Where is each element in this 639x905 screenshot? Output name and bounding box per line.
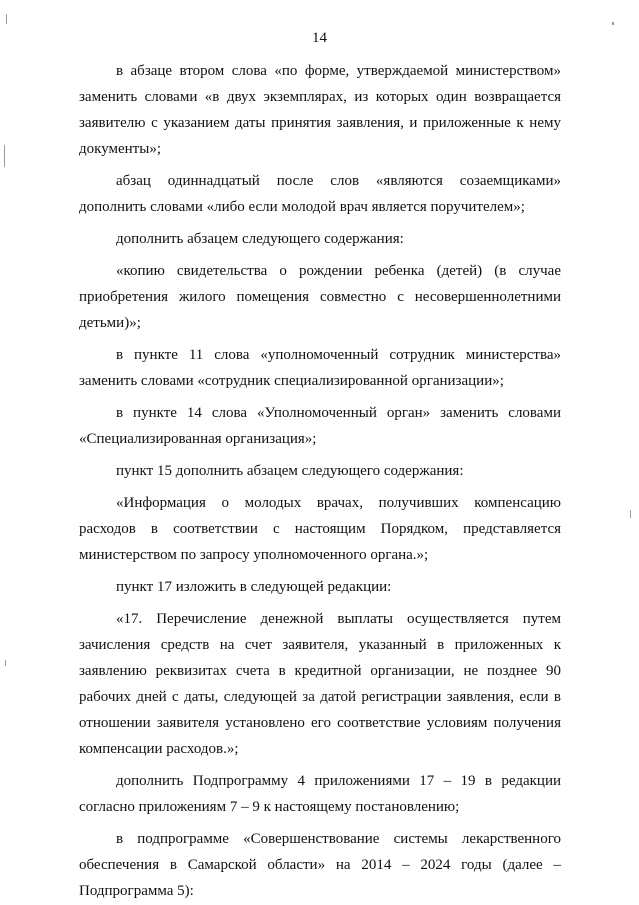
paragraph: в пункте 14 слова «Уполномоченный орган» заменить словами «Специализированная организация»; <box>79 405 561 447</box>
paragraph: пункт 17 изложить в следующей редакции: <box>116 579 392 595</box>
scan-mark <box>6 14 7 24</box>
paragraph: «17. Перечисление денежной выплаты осуществляется путем зачисления средств на счет заявителя, указанный в приложенных к заявлению реквизитах счета в кредитной организации, не позднее 90 рабочих дней с даты, следующей за датой регистрации заявления, если в отношении заявителя установлено его соответствие условиям получения компенсации расходов.»; <box>79 611 561 757</box>
paragraph: дополнить Подпрограмму 4 приложениями 17 – 19 в редакции согласно приложениям 7 – 9 к настоящему постановлению; <box>79 773 561 815</box>
paragraph: в пункте 11 слова «уполномоченный сотрудник министерства» заменить словами «сотрудник специализированной организации»; <box>79 347 561 389</box>
page-number: 14 <box>312 30 327 46</box>
paragraph: в абзаце втором слова «по форме, утверждаемой министерством» заменить словами «в двух экземплярах, из которых один возвращается заявителю с указанием даты принятия заявления, и приложенные к нему документы»; <box>79 63 561 157</box>
paragraph: абзац одиннадцатый после слов «являются созаемщиками» дополнить словами «либо если молодой врач является поручителем»; <box>79 173 561 215</box>
paragraph: «копию свидетельства о рождении ребенка (детей) (в случае приобретения жилого помещения совместно с несовершеннолетними детьми)»; <box>79 263 561 331</box>
document-body <box>79 58 561 904</box>
scan-mark <box>5 660 6 666</box>
paragraph: в подпрограмме «Совершенствование системы лекарственного обеспечения в Самарской области» на 2014 – 2024 годы (далее – Подпрограмма 5): <box>79 831 561 899</box>
paragraph: пункт 15 дополнить абзацем следующего содержания: <box>116 463 464 479</box>
paragraph: «Информация о молодых врачах, получивших компенсацию расходов в соответствии с настоящим Порядком, представляется министерством по запросу уполномоченного органа.»; <box>79 495 561 563</box>
scan-mark <box>4 145 5 167</box>
scan-mark <box>630 510 631 518</box>
scan-mark <box>612 22 614 25</box>
paragraph: дополнить абзацем следующего содержания: <box>116 231 404 247</box>
